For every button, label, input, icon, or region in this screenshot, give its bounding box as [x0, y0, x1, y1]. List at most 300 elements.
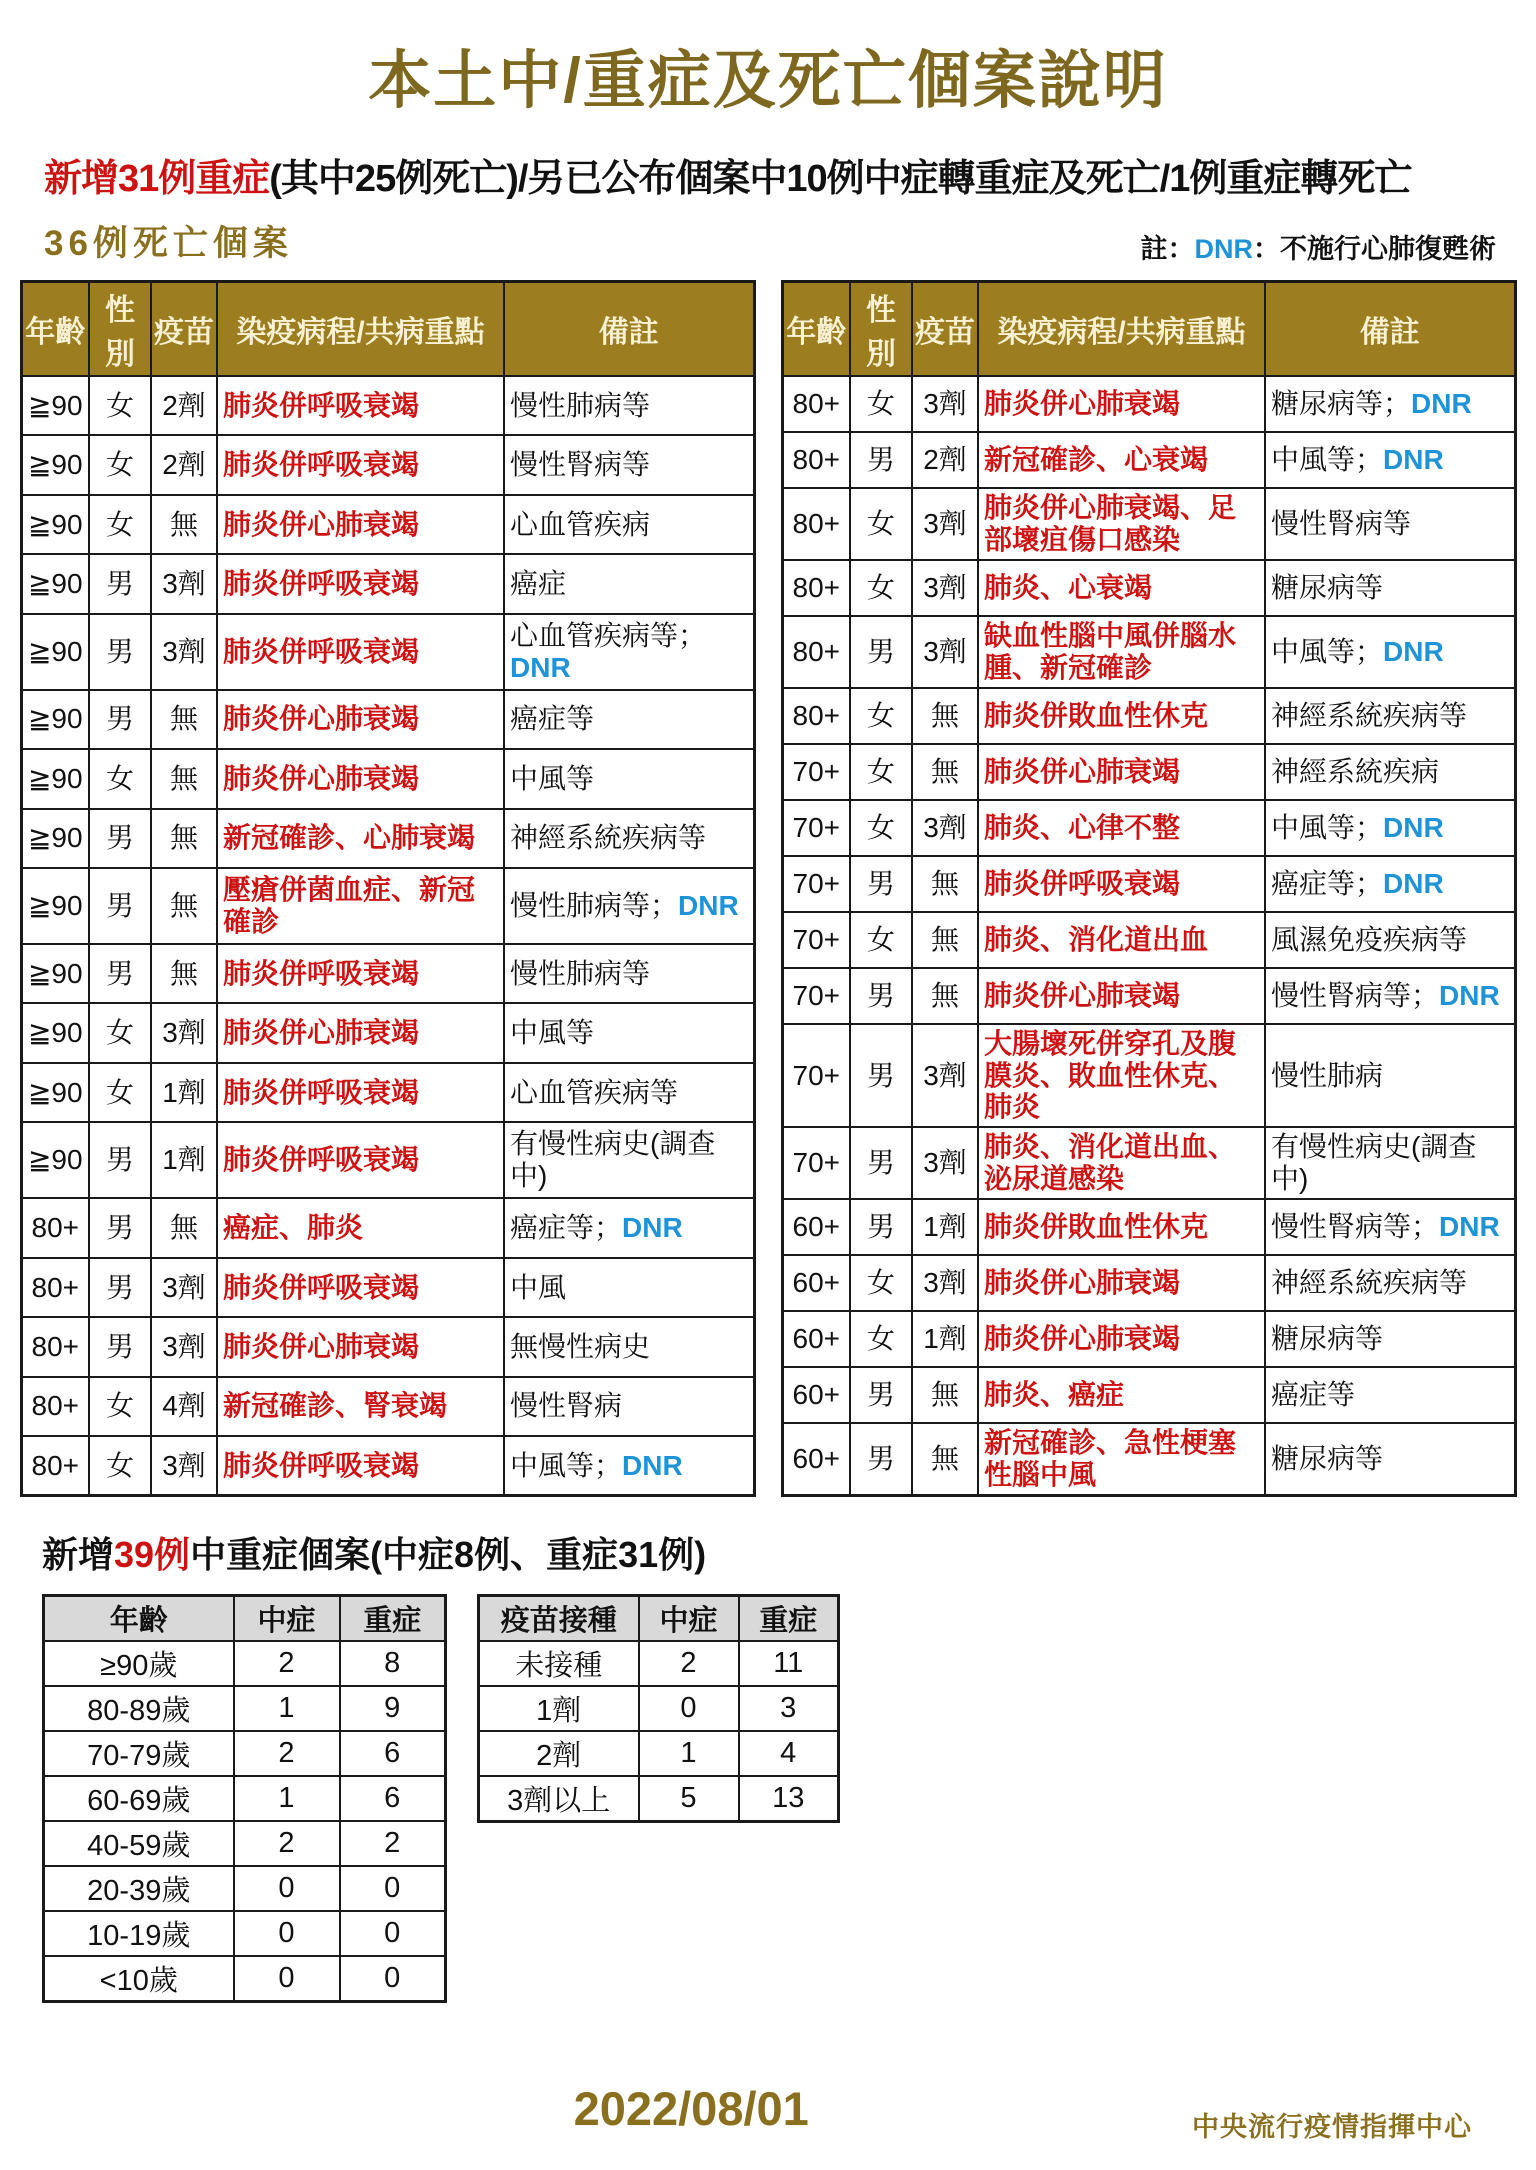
remark-text: 中風等； — [1271, 635, 1384, 667]
cell-age: 80+ — [782, 560, 850, 616]
cell-moderate-count: 1 — [639, 1731, 739, 1776]
death-table-row — [782, 488, 1515, 560]
cell-vaccine: 無 — [912, 1423, 978, 1495]
cell-vaccine: 無 — [912, 968, 978, 1024]
cell-course: 新冠確診、心肺衰竭 — [217, 809, 504, 868]
cell-age: ≧90 — [21, 614, 89, 690]
death-table-row — [782, 1127, 1515, 1199]
remark-text: 糖尿病等 — [1271, 1323, 1384, 1355]
severe-age-row — [44, 1821, 446, 1866]
death-table-row — [21, 749, 754, 808]
death-table-row — [21, 376, 754, 435]
cell-remark — [1265, 912, 1515, 968]
cell-age: ≧90 — [21, 376, 89, 435]
cell-sex: 女 — [850, 912, 912, 968]
cell-age: 70+ — [782, 1024, 850, 1128]
cell-vaccine: 無 — [151, 809, 217, 868]
cell-course: 大腸壞死併穿孔及腹膜炎、敗血性休克、肺炎 — [978, 1024, 1265, 1128]
cell-course: 肺炎、消化道出血 — [978, 912, 1265, 968]
meta-row — [0, 202, 1536, 276]
cell-age: ≧90 — [21, 495, 89, 554]
cell-sex: 女 — [850, 744, 912, 800]
cell-sex: 女 — [850, 376, 912, 432]
header-vaccine: 疫苗 — [151, 282, 217, 377]
remark-text: 中風等； — [510, 1449, 623, 1481]
cell-remark — [504, 944, 754, 1003]
death-table-row — [21, 809, 754, 868]
cell-sex: 女 — [850, 1255, 912, 1311]
cell-course: 肺炎併心肺衰竭 — [217, 495, 504, 554]
cell-course: 肺炎併心肺衰竭 — [217, 1003, 504, 1062]
cell-sex: 男 — [89, 1317, 151, 1376]
deaths-count-label: 36例死亡個案 — [44, 224, 293, 263]
cell-sex: 男 — [850, 1127, 912, 1199]
cell-remark — [504, 690, 754, 749]
cell-category: <10歲 — [44, 1956, 234, 2002]
cell-remark — [1265, 1367, 1515, 1423]
remark-text: 糖尿病等； — [1271, 388, 1412, 420]
header-moderate: 中症 — [234, 1595, 340, 1641]
cell-sex: 男 — [89, 809, 151, 868]
cell-course: 肺炎、癌症 — [978, 1367, 1265, 1423]
death-table-row — [21, 868, 754, 944]
death-table-row — [21, 614, 754, 690]
header-age: 年齡 — [782, 282, 850, 377]
cell-vaccine: 無 — [151, 495, 217, 554]
cell-remark — [504, 868, 754, 944]
cell-remark — [504, 749, 754, 808]
cell-age: ≧90 — [21, 944, 89, 1003]
cell-severe-count: 9 — [340, 1686, 446, 1731]
remark-text: 神經系統疾病等 — [1271, 1267, 1468, 1299]
death-table-row — [782, 1255, 1515, 1311]
death-table-row — [782, 856, 1515, 912]
cell-severe-count: 4 — [739, 1731, 839, 1776]
cell-category: ≥90歲 — [44, 1641, 234, 1686]
cell-category: 10-19歲 — [44, 1911, 234, 1956]
header-severe: 重症 — [739, 1595, 839, 1641]
remark-text: 心血管疾病等； — [510, 619, 707, 651]
cell-vaccine: 無 — [151, 1198, 217, 1257]
cell-moderate-count: 2 — [639, 1641, 739, 1686]
cell-sex: 女 — [89, 1377, 151, 1436]
header-course: 染疫病程/共病重點 — [217, 282, 504, 377]
cell-vaccine: 3劑 — [912, 1127, 978, 1199]
cell-category: 40-59歲 — [44, 1821, 234, 1866]
death-table-row — [21, 435, 754, 494]
cell-vaccine: 3劑 — [151, 1003, 217, 1062]
cell-sex: 男 — [850, 1024, 912, 1128]
note-suffix: ：不施行心肺復甦術 — [1253, 234, 1496, 264]
cell-sex: 女 — [850, 688, 912, 744]
cell-sex: 男 — [850, 1423, 912, 1495]
cell-sex: 女 — [850, 1311, 912, 1367]
cell-remark — [504, 809, 754, 868]
cell-vaccine: 3劑 — [151, 1258, 217, 1317]
cell-remark — [1265, 800, 1515, 856]
remark-text: 有慢性病史(調查中) — [510, 1128, 716, 1192]
cell-vaccine: 無 — [151, 690, 217, 749]
cell-age: 70+ — [782, 800, 850, 856]
cell-category: 2劑 — [479, 1731, 639, 1776]
cell-remark — [1265, 1199, 1515, 1255]
remark-text: 慢性肺病 — [1271, 1059, 1384, 1091]
dnr-tag: DNR — [678, 890, 739, 922]
cell-sex: 女 — [89, 1063, 151, 1122]
subtitle — [0, 121, 1536, 202]
cell-remark — [504, 1063, 754, 1122]
cell-course: 肺炎併呼吸衰竭 — [217, 1436, 504, 1496]
cell-remark — [504, 1258, 754, 1317]
cell-vaccine: 3劑 — [912, 560, 978, 616]
remark-text: 糖尿病等 — [1271, 1443, 1384, 1475]
cell-course: 肺炎、心律不整 — [978, 800, 1265, 856]
cell-course: 肺炎、消化道出血、泌尿道感染 — [978, 1127, 1265, 1199]
cell-remark — [504, 376, 754, 435]
cell-moderate-count: 2 — [234, 1731, 340, 1776]
cell-age: ≧90 — [21, 1003, 89, 1062]
cell-remark — [1265, 968, 1515, 1024]
cell-course: 新冠確診、急性梗塞性腦中風 — [978, 1423, 1265, 1495]
cell-age: 80+ — [782, 488, 850, 560]
cell-moderate-count: 1 — [234, 1776, 340, 1821]
cell-sex: 男 — [89, 868, 151, 944]
remark-text: 癌症等； — [1271, 867, 1384, 899]
cell-sex: 女 — [89, 495, 151, 554]
death-table-row — [21, 1122, 754, 1198]
death-table-row — [782, 1024, 1515, 1128]
cell-remark — [1265, 560, 1515, 616]
cell-course: 肺炎併心肺衰竭 — [978, 1311, 1265, 1367]
cell-remark — [504, 495, 754, 554]
cell-remark — [1265, 432, 1515, 488]
death-table-row — [782, 1311, 1515, 1367]
death-table-row — [782, 1423, 1515, 1495]
severe-age-row — [44, 1866, 446, 1911]
cell-sex: 男 — [850, 968, 912, 1024]
death-table-row — [782, 560, 1515, 616]
cell-severe-count: 6 — [340, 1731, 446, 1776]
cell-vaccine: 2劑 — [151, 376, 217, 435]
header-sex: 性別 — [850, 282, 912, 377]
header-vaccination: 疫苗接種 — [479, 1595, 639, 1641]
death-table-row — [782, 376, 1515, 432]
severe-age-row — [44, 1956, 446, 2002]
severe-age-row — [44, 1911, 446, 1956]
cell-course: 肺炎併呼吸衰竭 — [217, 1063, 504, 1122]
cell-category: 1劑 — [479, 1686, 639, 1731]
cell-course: 肺炎併心肺衰竭 — [217, 1317, 504, 1376]
severe-age-row — [44, 1641, 446, 1686]
death-table-left — [20, 280, 756, 1497]
cell-age: 60+ — [782, 1199, 850, 1255]
remark-text: 慢性腎病等； — [1271, 1211, 1440, 1243]
severe-tables-container — [0, 1594, 1536, 2003]
cell-severe-count: 0 — [340, 1911, 446, 1956]
cell-category: 未接種 — [479, 1641, 639, 1686]
remark-text: 神經系統疾病 — [1271, 755, 1440, 787]
remark-text: 癌症 — [510, 567, 567, 599]
cell-course: 肺炎併心肺衰竭 — [217, 749, 504, 808]
cell-severe-count: 13 — [739, 1776, 839, 1822]
cell-vaccine: 4劑 — [151, 1377, 217, 1436]
cell-sex: 男 — [850, 1367, 912, 1423]
cell-remark — [504, 1317, 754, 1376]
severe-vaccine-header-row — [479, 1595, 839, 1641]
death-table-row — [782, 968, 1515, 1024]
remark-text: 慢性肺病等 — [510, 389, 651, 421]
cell-sex: 男 — [850, 856, 912, 912]
cell-remark — [504, 435, 754, 494]
cell-vaccine: 3劑 — [912, 376, 978, 432]
remark-text: 心血管疾病等 — [510, 1076, 679, 1108]
cell-course: 缺血性腦中風併腦水腫、新冠確診 — [978, 616, 1265, 688]
remark-text: 無慢性病史 — [510, 1330, 651, 1362]
cell-moderate-count: 0 — [234, 1956, 340, 2002]
remark-text: 慢性肺病等； — [510, 890, 679, 922]
severe-title-pre: 新增 — [42, 1533, 115, 1575]
remark-text: 糖尿病等 — [1271, 571, 1384, 603]
death-table-row — [21, 554, 754, 613]
cell-age: 70+ — [782, 1127, 850, 1199]
cell-course: 肺炎併心肺衰竭 — [978, 376, 1265, 432]
dnr-tag: DNR — [1383, 867, 1444, 899]
dnr-tag: DNR — [1383, 635, 1444, 667]
cell-course: 肺炎併呼吸衰竭 — [217, 944, 504, 1003]
dnr-tag: DNR — [510, 651, 571, 683]
remark-text: 慢性腎病等； — [1271, 979, 1440, 1011]
death-table-row — [782, 744, 1515, 800]
cell-course: 肺炎併心肺衰竭、足部壞疽傷口感染 — [978, 488, 1265, 560]
remark-text: 神經系統疾病等 — [1271, 699, 1468, 731]
cell-severe-count: 0 — [340, 1866, 446, 1911]
cell-vaccine: 無 — [151, 749, 217, 808]
cell-age: 80+ — [782, 376, 850, 432]
cell-age: ≧90 — [21, 1063, 89, 1122]
remark-text: 中風 — [510, 1271, 567, 1303]
death-table-row — [782, 1367, 1515, 1423]
cell-age: 80+ — [21, 1377, 89, 1436]
cell-course: 肺炎併呼吸衰竭 — [217, 376, 504, 435]
severe-vaccine-row — [479, 1776, 839, 1822]
cell-vaccine: 3劑 — [912, 488, 978, 560]
remark-text: 慢性腎病 — [510, 1390, 623, 1422]
cell-sex: 女 — [89, 1436, 151, 1496]
cell-course: 肺炎併呼吸衰竭 — [217, 1258, 504, 1317]
cell-remark — [504, 1003, 754, 1062]
cell-sex: 男 — [850, 616, 912, 688]
severe-vaccine-table — [477, 1594, 840, 1823]
cell-age: ≧90 — [21, 554, 89, 613]
footer — [0, 2074, 1536, 2152]
cell-severe-count: 11 — [739, 1641, 839, 1686]
cell-sex: 男 — [850, 432, 912, 488]
severe-age-row — [44, 1686, 446, 1731]
cell-category: 70-79歲 — [44, 1731, 234, 1776]
header-age-group: 年齡 — [44, 1595, 234, 1641]
cell-vaccine: 無 — [912, 688, 978, 744]
cell-course: 肺炎併敗血性休克 — [978, 1199, 1265, 1255]
cell-sex: 男 — [89, 1198, 151, 1257]
cell-sex: 女 — [89, 376, 151, 435]
cell-moderate-count: 2 — [234, 1641, 340, 1686]
cell-remark — [1265, 744, 1515, 800]
cell-age: ≧90 — [21, 809, 89, 868]
cell-remark — [1265, 488, 1515, 560]
cell-sex: 女 — [89, 1003, 151, 1062]
severe-age-table — [42, 1594, 447, 2003]
cell-course: 肺炎併呼吸衰竭 — [217, 614, 504, 690]
severe-vaccine-row — [479, 1731, 839, 1776]
cell-severe-count: 0 — [340, 1956, 446, 2002]
dnr-tag: DNR — [1439, 979, 1500, 1011]
cell-vaccine: 3劑 — [151, 614, 217, 690]
report-date: 2022/08/01 — [573, 2082, 809, 2135]
cell-course: 肺炎併心肺衰竭 — [978, 744, 1265, 800]
cell-age: 70+ — [782, 968, 850, 1024]
cell-age: 60+ — [782, 1255, 850, 1311]
dnr-tag: DNR — [1383, 811, 1444, 843]
cell-age: 80+ — [782, 432, 850, 488]
cell-vaccine: 3劑 — [912, 616, 978, 688]
cell-sex: 女 — [89, 749, 151, 808]
cell-course: 肺炎併呼吸衰竭 — [978, 856, 1265, 912]
cell-age: 80+ — [21, 1436, 89, 1496]
cell-sex: 男 — [89, 1258, 151, 1317]
cell-remark — [504, 1122, 754, 1198]
header-remark: 備註 — [504, 282, 754, 377]
cell-remark — [504, 1436, 754, 1496]
death-table-row — [782, 688, 1515, 744]
cell-sex: 女 — [850, 488, 912, 560]
cell-category: 80-89歲 — [44, 1686, 234, 1731]
header-age: 年齡 — [21, 282, 89, 377]
cell-course: 新冠確診、腎衰竭 — [217, 1377, 504, 1436]
subtitle-highlight: 新增31例重症 — [44, 158, 270, 200]
header-moderate: 中症 — [639, 1595, 739, 1641]
cell-course: 癌症、肺炎 — [217, 1198, 504, 1257]
cell-age: 80+ — [21, 1258, 89, 1317]
cell-sex: 女 — [850, 560, 912, 616]
dnr-tag: DNR — [1411, 388, 1472, 420]
cell-course: 肺炎併心肺衰竭 — [978, 968, 1265, 1024]
cell-remark — [1265, 1127, 1515, 1199]
cell-course: 新冠確診、心衰竭 — [978, 432, 1265, 488]
cell-course: 肺炎併心肺衰竭 — [978, 1255, 1265, 1311]
header-severe: 重症 — [340, 1595, 446, 1641]
cell-remark — [1265, 1423, 1515, 1495]
remark-text: 慢性肺病等 — [510, 957, 651, 989]
cell-severe-count: 8 — [340, 1641, 446, 1686]
death-table-row — [21, 1003, 754, 1062]
cell-vaccine: 無 — [912, 912, 978, 968]
cell-age: ≧90 — [21, 1122, 89, 1198]
cell-age: 60+ — [782, 1367, 850, 1423]
remark-text: 中風等； — [1271, 811, 1384, 843]
cell-sex: 女 — [850, 800, 912, 856]
cell-sex: 男 — [89, 554, 151, 613]
cell-vaccine: 1劑 — [151, 1063, 217, 1122]
cell-vaccine: 無 — [912, 856, 978, 912]
remark-text: 中風等 — [510, 762, 595, 794]
cell-course: 肺炎併呼吸衰竭 — [217, 1122, 504, 1198]
cell-age: ≧90 — [21, 435, 89, 494]
cell-category: 20-39歲 — [44, 1866, 234, 1911]
cell-age: ≧90 — [21, 868, 89, 944]
dnr-tag: DNR — [622, 1449, 683, 1481]
cell-severe-count: 3 — [739, 1686, 839, 1731]
cell-vaccine: 3劑 — [912, 800, 978, 856]
cell-vaccine: 無 — [151, 868, 217, 944]
remark-text: 癌症等 — [1271, 1379, 1356, 1411]
death-table-header-row — [782, 282, 1515, 377]
cell-course: 壓瘡併菌血症、新冠確診 — [217, 868, 504, 944]
cell-age: 70+ — [782, 856, 850, 912]
cell-sex: 男 — [89, 690, 151, 749]
remark-text: 心血管疾病 — [510, 508, 651, 540]
remark-text: 癌症等； — [510, 1212, 623, 1244]
death-table-row — [21, 1258, 754, 1317]
cell-remark — [504, 554, 754, 613]
remark-text: 中風等； — [1271, 444, 1384, 476]
cell-course: 肺炎、心衰竭 — [978, 560, 1265, 616]
cell-course: 肺炎併呼吸衰竭 — [217, 554, 504, 613]
cell-age: 80+ — [21, 1317, 89, 1376]
severe-vaccine-row — [479, 1686, 839, 1731]
cell-moderate-count: 0 — [234, 1866, 340, 1911]
death-table-row — [21, 944, 754, 1003]
cell-vaccine: 2劑 — [151, 435, 217, 494]
death-table-header-row — [21, 282, 754, 377]
death-table-row — [21, 1063, 754, 1122]
cell-vaccine: 3劑 — [151, 554, 217, 613]
death-table-row — [21, 495, 754, 554]
cell-age: ≧90 — [21, 749, 89, 808]
note-prefix: 註： — [1140, 234, 1195, 264]
death-table-row — [21, 690, 754, 749]
death-tables-container — [0, 280, 1536, 1497]
cell-moderate-count: 2 — [234, 1821, 340, 1866]
cell-age: 80+ — [782, 688, 850, 744]
cell-remark — [1265, 616, 1515, 688]
remark-text: 風濕免疫疾病等 — [1271, 923, 1468, 955]
death-table-row — [782, 912, 1515, 968]
dnr-tag: DNR — [1383, 444, 1444, 476]
severe-age-row — [44, 1731, 446, 1776]
cell-severe-count: 2 — [340, 1821, 446, 1866]
cell-sex: 男 — [850, 1199, 912, 1255]
header-vaccine: 疫苗 — [912, 282, 978, 377]
remark-text: 慢性腎病等 — [510, 449, 651, 481]
cell-vaccine: 2劑 — [912, 432, 978, 488]
cell-vaccine: 1劑 — [912, 1311, 978, 1367]
cell-course: 肺炎併呼吸衰竭 — [217, 435, 504, 494]
cell-category: 60-69歲 — [44, 1776, 234, 1821]
severe-age-header-row — [44, 1595, 446, 1641]
remark-text: 中風等 — [510, 1017, 595, 1049]
death-table-row — [782, 432, 1515, 488]
severe-title-post: 中重症個案(中症8例、重症31例) — [190, 1533, 707, 1575]
death-table-row — [21, 1436, 754, 1496]
death-table-row — [21, 1377, 754, 1436]
cell-course: 肺炎併敗血性休克 — [978, 688, 1265, 744]
cell-remark — [1265, 1255, 1515, 1311]
cell-age: 60+ — [782, 1311, 850, 1367]
cell-age: 80+ — [782, 616, 850, 688]
cell-severe-count: 6 — [340, 1776, 446, 1821]
cell-vaccine: 無 — [151, 944, 217, 1003]
header-course: 染疫病程/共病重點 — [978, 282, 1265, 377]
